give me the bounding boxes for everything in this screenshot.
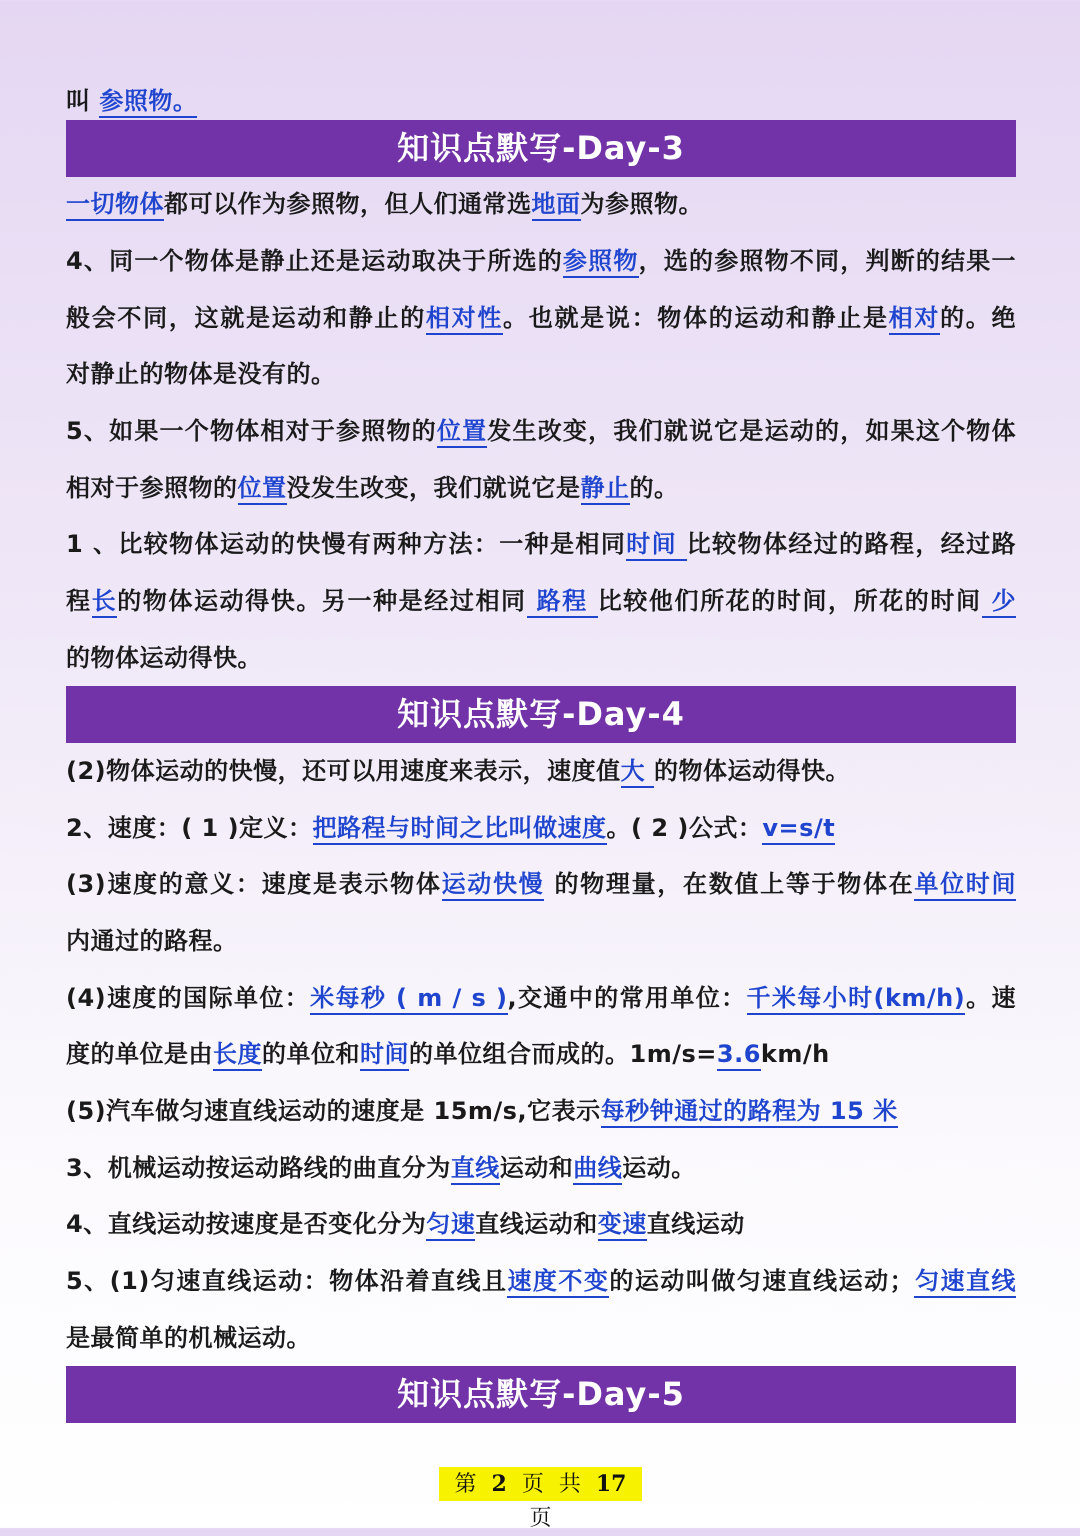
answer-blank: 位置 <box>437 417 487 448</box>
text-line: 叫 参照物。 <box>66 84 1016 118</box>
answer-blank: 曲线 <box>573 1154 622 1185</box>
answer-blank: 静止 <box>581 474 630 505</box>
text-line: 相对于参照物的位置没发生改变，我们就说它是静止的。 <box>66 471 1016 505</box>
answer-blank: 把路程与时间之比叫做速度 <box>313 814 607 845</box>
text-line: 5、(1)匀速直线运动：物体沿着直线且速度不变的运动叫做匀速直线运动；匀速直线 <box>66 1264 1016 1298</box>
text-line: (2)物体运动的快慢，还可以用速度来表示，速度值大 的物体运动得快。 <box>66 754 1016 788</box>
answer-blank: 匀速直线 <box>914 1267 1016 1298</box>
answer-blank: 千米每小时(km/h) <box>747 984 966 1015</box>
text-line: 对静止的物体是没有的。 <box>66 360 336 388</box>
text-line: 4、直线运动按速度是否变化分为匀速直线运动和变速直线运动 <box>66 1207 1016 1241</box>
current-page-number: 2 <box>491 1471 507 1497</box>
text-line: 是最简单的机械运动。 <box>66 1324 311 1352</box>
answer-blank: 运动快慢 <box>442 870 545 901</box>
answer-blank: 匀速 <box>426 1210 475 1241</box>
text-line: 程长的物体运动得快。另一种是经过相同 路程 比较他们所花的时间，所花的时间 少 <box>66 584 1016 618</box>
answer-blank: 相对性 <box>426 304 503 335</box>
answer-blank: 长 <box>92 587 118 618</box>
answer-blank: 长度 <box>213 1040 262 1071</box>
answer-blank: 单位时间 <box>914 870 1016 901</box>
text-line: (5)汽车做匀速直线运动的速度是 15m/s,它表示每秒钟通过的路程为 15 米 <box>66 1094 1016 1128</box>
section-banner-day3: 知识点默写-Day-3 <box>66 120 1016 177</box>
section-banner-day5: 知识点默写-Day-5 <box>66 1366 1016 1423</box>
text-line: (3)速度的意义：速度是表示物体运动快慢 的物理量，在数值上等于物体在单位时间 <box>66 867 1016 901</box>
answer-blank: 位置 <box>238 474 287 505</box>
answer-blank: 时间 <box>626 530 687 561</box>
page-indicator: 第 2 页 共 17 页 <box>439 1467 642 1501</box>
answer-blank: 一切物体 <box>66 190 164 221</box>
answer-blank: 参照物。 <box>99 87 197 118</box>
answer-blank: 每秒钟通过的路程为 15 米 <box>601 1097 898 1128</box>
text-line: 2、速度：( 1 )定义：把路程与时间之比叫做速度。( 2 )公式：v=s/t <box>66 811 1016 845</box>
answer-blank: 时间 <box>360 1040 409 1071</box>
answer-blank: 米每秒 ( m / s ) <box>310 984 507 1015</box>
text-line: 内通过的路程。 <box>66 927 238 955</box>
section-banner-day4: 知识点默写-Day-4 <box>66 686 1016 743</box>
answer-blank: 速度不变 <box>507 1267 609 1298</box>
text-line: 度的单位是由长度的单位和时间的单位组合而成的。1m/s=3.6km/h <box>66 1037 1016 1071</box>
text-line: 3、机械运动按运动路线的曲直分为直线运动和曲线运动。 <box>66 1151 1016 1185</box>
text-line: 一切物体都可以作为参照物，但人们通常选地面为参照物。 <box>66 187 1016 221</box>
answer-blank: 直线 <box>451 1154 500 1185</box>
text-line: 5、如果一个物体相对于参照物的位置发生改变，我们就说它是运动的，如果这个物体 <box>66 414 1016 448</box>
answer-blank: 相对 <box>889 304 940 335</box>
text-line: 1 、比较物体运动的快慢有两种方法：一种是相同时间 比较物体经过的路程，经过路 <box>66 527 1016 561</box>
answer-blank: 3.6 <box>717 1040 761 1071</box>
answer-blank: 少 <box>982 587 1016 618</box>
text-line: 4、同一个物体是静止还是运动取决于所选的参照物，选的参照物不同，判断的结果一 <box>66 244 1016 278</box>
text-line: 般会不同，这就是运动和静止的相对性。也就是说：物体的运动和静止是相对的。绝 <box>66 301 1016 335</box>
answer-blank: 路程 <box>527 587 598 618</box>
text-line: 的物体运动得快。 <box>66 644 262 672</box>
answer-blank: 参照物 <box>563 247 639 278</box>
answer-blank: 变速 <box>598 1210 647 1241</box>
total-page-number: 17 <box>595 1471 627 1497</box>
text-line: (4)速度的国际单位：米每秒 ( m / s ),交通中的常用单位：千米每小时(km/h)。速 <box>66 981 1016 1015</box>
answer-blank: v=s/t <box>762 814 835 845</box>
answer-blank: 大 <box>621 757 654 788</box>
answer-blank: 地面 <box>532 190 581 221</box>
